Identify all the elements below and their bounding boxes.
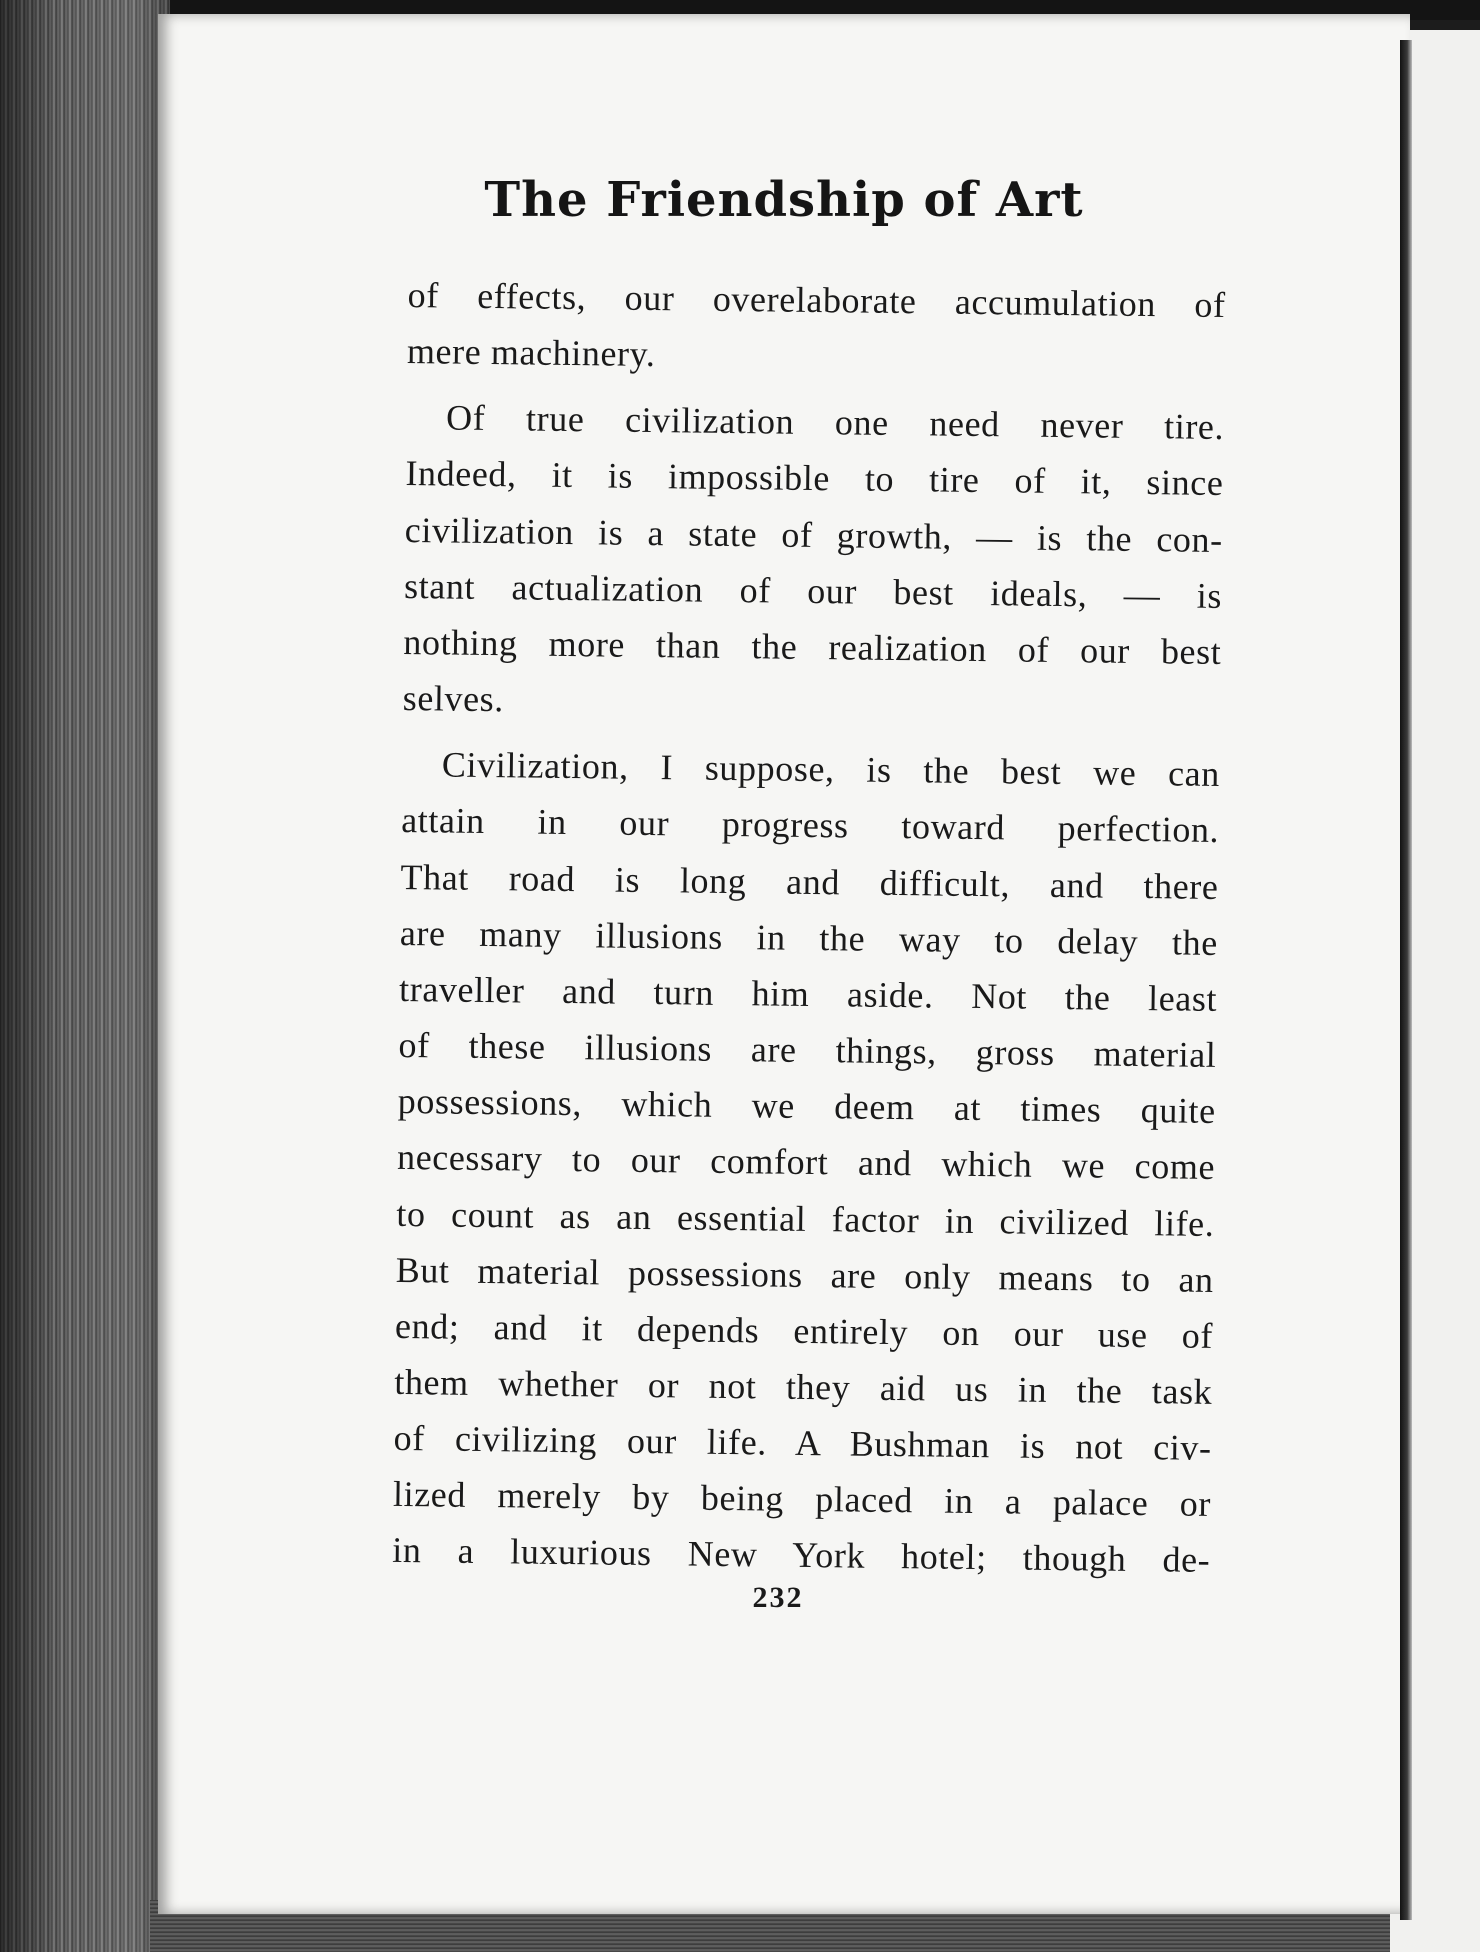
text-line: are many illusions in the way to delay the (399, 912, 1219, 963)
text-line: selves. (402, 678, 505, 720)
text-line: Of true civilization one need never tire. (445, 397, 1225, 448)
text-line: of these illusions are things, gross material (398, 1024, 1217, 1075)
text-line: Indeed, it is impossible to tire of it, since (405, 453, 1224, 504)
text-line: Civilization, I suppose, is the best we can (441, 744, 1221, 795)
book-fore-edge (0, 0, 170, 1952)
text-line: stant actualization of our best ideals, — is (403, 565, 1223, 616)
text-line: possessions, which we deem at times quite (397, 1081, 1216, 1132)
book-page (158, 14, 1410, 1914)
text-line: That road is long and difficult, and there (400, 856, 1219, 907)
text-line: of civilizing our life. A Bushman is not civ- (393, 1418, 1212, 1469)
text-line: necessary to our comfort and which we come (396, 1137, 1216, 1188)
paragraph (402, 389, 1224, 736)
text-line: nothing more than the realization of our best (403, 621, 1222, 672)
text-line: mere machinery. (406, 331, 656, 375)
text-line: to count as an essential factor in civilized life. (396, 1193, 1215, 1244)
text-line: lized merely by being placed in a palace or (392, 1474, 1212, 1525)
running-head: The Friendship of Art (484, 172, 1084, 228)
page-number: 232 (752, 1581, 804, 1614)
text-line: of effects, our overelaborate accumulation of (407, 274, 1226, 325)
paragraph (407, 267, 1226, 389)
text-line: But material possessions are only means to an (395, 1249, 1214, 1300)
text-line: traveller and turn him aside. Not the least (398, 968, 1218, 1019)
text-line: civilization is a state of growth, — is the con- (404, 509, 1223, 560)
text-line: them whether or not they aid us in the task (394, 1361, 1213, 1412)
text-line: end; and it depends entirely on our use of (394, 1305, 1214, 1356)
gutter-shadow (1400, 40, 1412, 1920)
text-line: attain in our progress toward perfection. (400, 800, 1220, 851)
paragraph (392, 736, 1220, 1588)
text-line: in a luxurious New York hotel; though de- (392, 1530, 1211, 1581)
body-text (392, 267, 1226, 1598)
